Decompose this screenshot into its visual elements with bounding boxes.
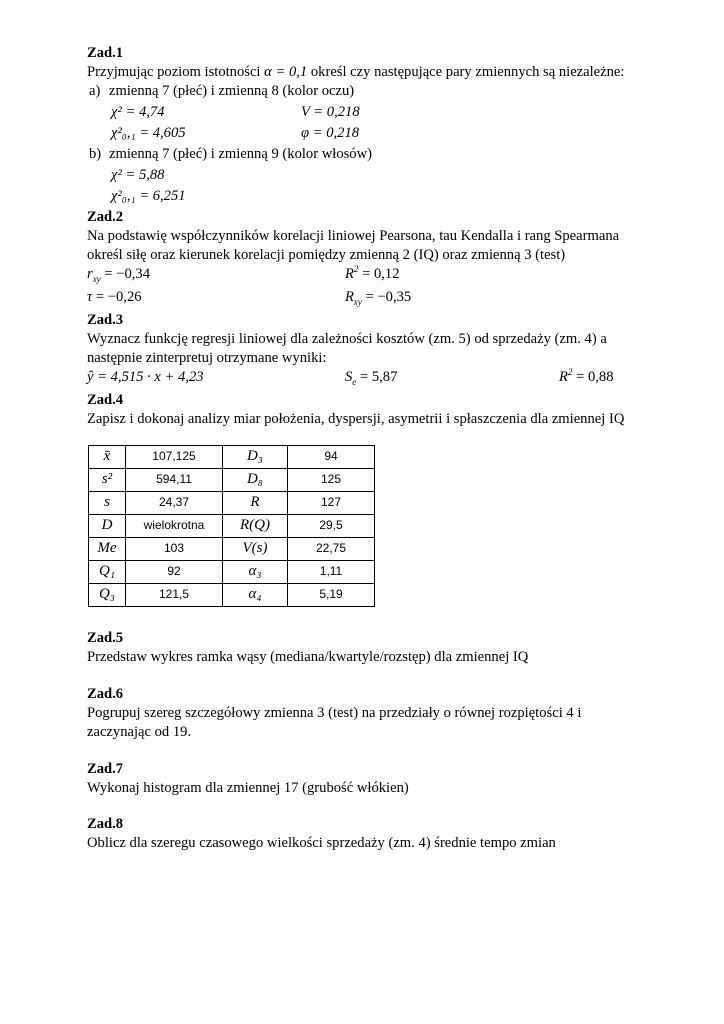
task-2-rxy-value: = −0,34 [104,265,150,282]
task-1-alpha: α = 0,1 [264,63,308,80]
task-3-r2: $R^2 = 0,88$ [559,366,614,385]
statistic-value: 121,5 [126,583,223,606]
statistic-symbol: x̄ [89,445,126,468]
statistic-value: 92 [126,560,223,583]
statistics-table [88,445,375,607]
task-2-tau-value: = −0,26 [95,288,142,305]
statistic-value: 29,5 [288,514,375,537]
task-3-se-value: = 5,87 [359,368,398,385]
task-2-title: Zad.2 [87,208,124,225]
task-1-b-item [87,145,647,166]
task-1-a-item [87,82,647,103]
statistics-table-row [89,514,375,537]
task-3-title: Zad.3 [87,311,124,328]
statistics-table-row [89,583,375,606]
task-3-values [87,368,647,391]
task-1-intro-b: określ czy następujące pary zmiennych są niezależne: [310,63,625,80]
task-5 [87,629,647,667]
task-1-b-chi2: χ² = 5,88 [111,166,165,183]
statistic-symbol: α₃ [223,560,288,583]
statistics-table-row [89,560,375,583]
statistic-symbol: Me [89,537,126,560]
statistics-table-row [89,491,375,514]
task-2-values-1 [87,265,647,288]
statistic-symbol: D [89,514,126,537]
statistic-value: 107,125 [126,445,223,468]
task-1 [87,44,647,208]
task-4-text: Zapisz i dokonaj analizy miar położenia, dyspersji, asymetrii i spłaszczenia dla zmiennej IQ [87,410,625,427]
statistic-value: 94 [288,445,375,468]
task-1-a-text: zmienną 7 (płeć) i zmienną 8 (kolor oczu) [109,82,355,99]
task-6-title: Zad.6 [87,685,124,702]
task-1-b-chi2-crit: χ²₀,₁ = 6,251 [111,187,186,204]
statistic-symbol: Q₁ [89,560,126,583]
statistic-symbol: R [223,491,288,514]
task-3 [87,311,647,391]
statistic-symbol: V(s) [223,537,288,560]
task-3-r2-value: = 0,88 [576,368,614,385]
task-2-r2: $R^2 = 0,12$ [345,263,400,282]
task-3-line-1: Wyznacz funkcję regresji liniowej dla zależności kosztów (zm. 5) od sprzedaży (zm. 4) a [87,330,607,347]
document-page [87,44,647,853]
task-1-a-chi2: χ² = 4,74 [111,103,165,120]
statistic-value: 1,11 [288,560,375,583]
statistic-value: 127 [288,491,375,514]
task-1-a-values-2 [87,124,647,145]
task-8-text: Oblicz dla szeregu czasowego wielkości sprzedaży (zm. 4) średnie tempo zmian [87,835,556,852]
task-6-line-1: Pogrupuj szereg szczegółowy zmienna 3 (test) na przedziały o równej rozpiętości 4 i [87,704,582,721]
statistics-table-row [89,445,375,468]
task-5-title: Zad.5 [87,629,124,646]
task-1-a-phi: φ = 0,218 [301,124,360,141]
task-7-title: Zad.7 [87,760,124,777]
task-8 [87,815,647,853]
statistics-table-row [89,468,375,491]
task-6-line-2: zaczynając od 19. [87,723,192,740]
task-2-Rxy-value: = −0,35 [365,288,412,305]
task-1-intro-a: Przyjmując poziom istotności [87,63,261,80]
task-2-r2-value: = 0,12 [362,265,400,282]
task-1-b-text: zmienną 7 (płeć) i zmienną 9 (kolor włosów) [109,145,373,162]
statistic-value: 125 [288,468,375,491]
task-1-a-chi2-crit: χ²₀,₁ = 4,605 [111,124,186,141]
task-3-regression-value: = 4,515 · x + 4,23 [97,368,204,385]
statistic-symbol: s² [89,468,126,491]
task-1-title: Zad.1 [87,45,124,61]
task-3-se: $S_e = 5,87$ [345,368,398,387]
task-2-line-2: określ siłę oraz kierunek korelacji pomiędzy zmienną 2 (IQ) oraz zmienną 3 (test) [87,246,566,263]
statistic-symbol: D₃ [223,445,288,468]
task-2-values-2 [87,288,647,311]
task-1-intro [87,63,647,82]
statistics-table-row [89,537,375,560]
task-4-title: Zad.4 [87,391,124,408]
task-2-rxy: $r_{xy} = -0,34$ [87,265,150,284]
statistic-value: wielokrotna [126,514,223,537]
statistic-symbol: α₄ [223,583,288,606]
task-5-text: Przedstaw wykres ramka wąsy (mediana/kwartyle/rozstęp) dla zmiennej IQ [87,648,529,665]
task-2-Rxy: $R_{xy} = -0,35$ [345,288,412,307]
task-1-b-label: b) [89,145,102,162]
task-1-a-values-1 [87,103,647,124]
task-6 [87,685,647,742]
task-7 [87,760,647,798]
task-2-tau: τ = −0,26 [87,288,142,305]
statistic-value: 103 [126,537,223,560]
task-2 [87,208,647,311]
task-1-a-label: a) [89,82,101,99]
task-7-text: Wykonaj histogram dla zmiennej 17 (grubość włókien) [87,779,409,796]
task-4 [87,391,647,607]
task-1-b-values-2 [87,187,647,208]
task-2-line-1: Na podstawię współczynników korelacji liniowej Pearsona, tau Kendalla i rang Spearmana [87,227,620,244]
statistic-value: 594,11 [126,468,223,491]
statistic-symbol: s [89,491,126,514]
statistic-value: 5,19 [288,583,375,606]
statistic-value: 24,37 [126,491,223,514]
task-8-title: Zad.8 [87,816,124,833]
statistic-symbol: D₈ [223,468,288,491]
statistic-symbol: Q₃ [89,583,126,606]
task-1-a-v: V = 0,218 [301,103,360,120]
task-1-b-values-1 [87,166,647,187]
task-3-regression: ŷ = 4,515 · x + 4,23 [87,368,204,385]
statistic-value: 22,75 [288,537,375,560]
task-3-line-2: następnie zinterpretuj otrzymane wyniki: [87,349,327,366]
statistic-symbol: R(Q) [223,514,288,537]
